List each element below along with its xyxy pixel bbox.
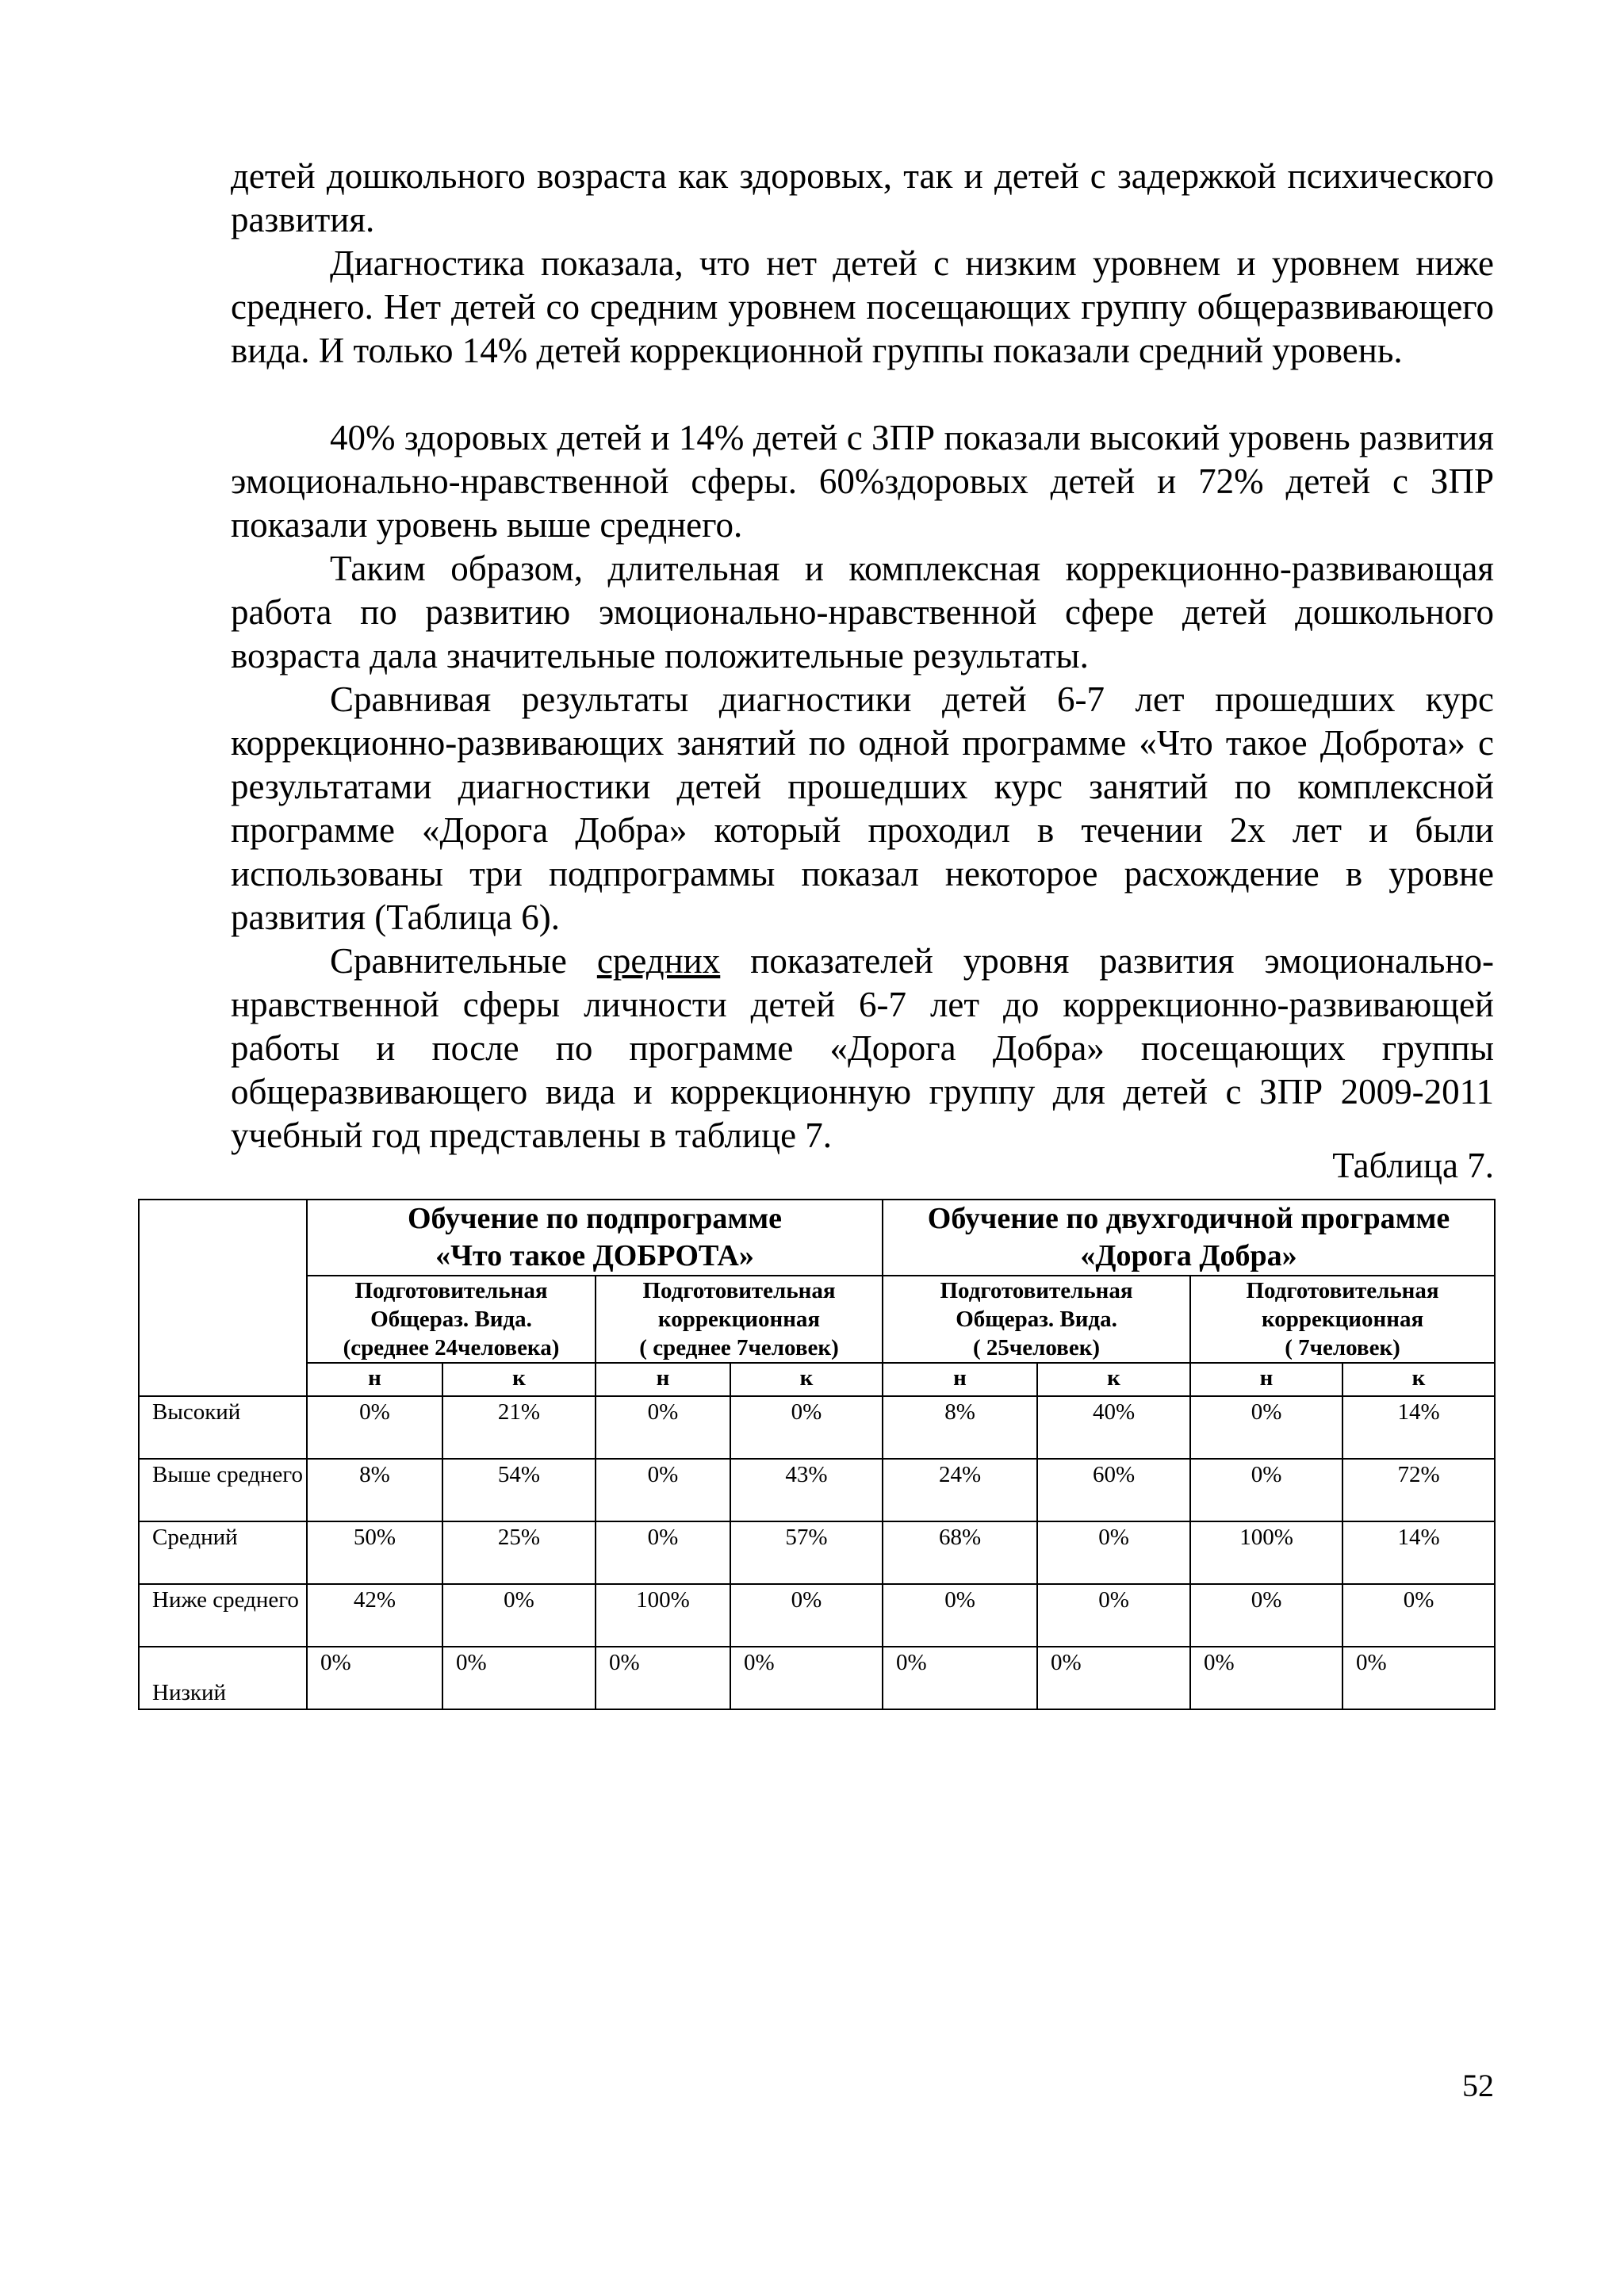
table-cell: 14% xyxy=(1342,1396,1495,1459)
table-cell: 0% xyxy=(442,1647,596,1709)
table-cell: 0% xyxy=(730,1647,883,1709)
table-cell: 0% xyxy=(596,1521,730,1584)
group-header-line: Обучение по двухгодичной программе xyxy=(927,1202,1450,1235)
subgroup-line: коррекционная xyxy=(657,1307,821,1332)
table-cell: 8% xyxy=(307,1459,442,1521)
table-cell: 0% xyxy=(1190,1459,1342,1521)
table-cell: 0% xyxy=(1342,1584,1495,1647)
table-cell: 0% xyxy=(1190,1584,1342,1647)
table-cell: 68% xyxy=(883,1521,1037,1584)
column-header-n: н xyxy=(596,1363,730,1396)
paragraph-5: Сравнивая результаты диагностики детей 6-7 лет прошедших курс коррекционно-развивающих занятий по одной программе «Что такое Доброта» с результатами диагностики детей прошедших курс занятий по комплексной программе «Дорога Добра» который проходил в течении 2х лет и были использованы три подпрограммы показал некоторое расхождение в уровне развития (Таблица 6). xyxy=(231,679,1494,937)
table-cell: 14% xyxy=(1342,1521,1495,1584)
column-header-k: к xyxy=(442,1363,596,1396)
subgroup-line: ( 7человек) xyxy=(1285,1335,1400,1360)
subgroup-header xyxy=(596,1276,883,1363)
subgroup-header xyxy=(1190,1276,1495,1363)
table-cell: 43% xyxy=(730,1459,883,1521)
subgroup-line: Подготовительная xyxy=(1246,1278,1439,1303)
column-header-n: н xyxy=(307,1363,442,1396)
table-cell: 0% xyxy=(1037,1521,1190,1584)
table-cell: 0% xyxy=(730,1396,883,1459)
table-cell: 0% xyxy=(730,1584,883,1647)
subgroup-line: ( среднее 7человек) xyxy=(639,1335,839,1360)
table-cell: 25% xyxy=(442,1521,596,1584)
table-corner-cell xyxy=(139,1200,307,1396)
table-row-average xyxy=(139,1521,1495,1584)
row-label: Низкий xyxy=(139,1647,307,1709)
subgroup-header xyxy=(883,1276,1190,1363)
row-label: Средний xyxy=(139,1521,307,1584)
subgroup-line: Подготовительная xyxy=(940,1278,1133,1303)
subgroup-line: (среднее 24человека) xyxy=(343,1335,560,1360)
column-header-n: н xyxy=(1190,1363,1342,1396)
paragraph-4: Таким образом, длительная и комплексная коррекционно-развивающая работа по развитию эмоционально-нравственной сфере детей дошкольного возраста дала значительные положительные результаты. xyxy=(231,549,1494,675)
table-cell: 0% xyxy=(596,1647,730,1709)
table-header-row-groups xyxy=(139,1200,1495,1276)
column-header-k: к xyxy=(1037,1363,1190,1396)
table-cell: 0% xyxy=(1190,1647,1342,1709)
paragraph-2: Диагностика показала, что нет детей с низким уровнем и уровнем ниже среднего. Нет детей со средним уровнем посещающих группу общеразвивающего вида. И только 14% детей коррекционной группы показали средний уровень. xyxy=(231,243,1494,370)
column-header-k: к xyxy=(730,1363,883,1396)
row-label: Выше среднего xyxy=(139,1459,307,1521)
table-cell: 0% xyxy=(1037,1647,1190,1709)
subgroup-header xyxy=(307,1276,596,1363)
table-row-low xyxy=(139,1647,1495,1709)
table-cell: 72% xyxy=(1342,1459,1495,1521)
table-cell: 0% xyxy=(596,1396,730,1459)
row-label: Высокий xyxy=(139,1396,307,1459)
subgroup-line: Подготовительная xyxy=(354,1278,548,1303)
table-cell: 60% xyxy=(1037,1459,1190,1521)
table-header-row-subgroups xyxy=(139,1276,1495,1363)
table-cell: 21% xyxy=(442,1396,596,1459)
subgroup-line: Подготовительная xyxy=(642,1278,836,1303)
table-cell: 54% xyxy=(442,1459,596,1521)
paragraph-6 xyxy=(231,939,1494,1158)
subgroup-line: ( 25человек) xyxy=(972,1335,1101,1360)
table-cell: 8% xyxy=(883,1396,1037,1459)
table-row-above-average xyxy=(139,1459,1495,1521)
subgroup-line: Общераз. Вида. xyxy=(370,1307,532,1332)
results-table xyxy=(138,1199,1496,1710)
group-header-line: «Дорога Добра» xyxy=(1080,1239,1297,1272)
table-cell: 100% xyxy=(1190,1521,1342,1584)
table-cell: 40% xyxy=(1037,1396,1190,1459)
table-cell: 0% xyxy=(883,1584,1037,1647)
table-cell: 0% xyxy=(442,1584,596,1647)
group-header-doroga-dobra xyxy=(883,1200,1495,1276)
table-cell: 0% xyxy=(1342,1647,1495,1709)
table-row-below-average xyxy=(139,1584,1495,1647)
underlined-word: средних xyxy=(596,941,721,981)
page-number: 52 xyxy=(1462,2068,1494,2103)
table-cell: 24% xyxy=(883,1459,1037,1521)
table-cell: 50% xyxy=(307,1521,442,1584)
column-header-k: к xyxy=(1342,1363,1495,1396)
table-cell: 0% xyxy=(596,1459,730,1521)
table-cell: 57% xyxy=(730,1521,883,1584)
table-cell: 0% xyxy=(307,1396,442,1459)
paragraph-6-rest: показателей уровня развития эмоционально-нравственной сферы личности детей 6-7 лет до коррекционно-развивающей работы и после по программе «Дорога Добра» посещающих группы общеразвивающего вида и коррекционную группу для детей с ЗПР 2009-2011 учебный год представлены в таблице 7. xyxy=(231,941,1494,1155)
table-row-high xyxy=(139,1396,1495,1459)
paragraph-1: детей дошкольного возраста как здоровых, так и детей с задержкой психического развития. xyxy=(231,156,1494,239)
row-label: Ниже среднего xyxy=(139,1584,307,1647)
column-header-n: н xyxy=(883,1363,1037,1396)
subgroup-line: Общераз. Вида. xyxy=(956,1307,1117,1332)
table-header-row-nk xyxy=(139,1363,1495,1396)
paragraph-6-start: Сравнительные xyxy=(330,941,597,981)
group-header-dobrota xyxy=(307,1200,883,1276)
table-cell: 100% xyxy=(596,1584,730,1647)
table-cell: 0% xyxy=(1037,1584,1190,1647)
subgroup-line: коррекционная xyxy=(1261,1307,1424,1332)
paragraph-3: 40% здоровых детей и 14% детей с ЗПР показали высокий уровень развития эмоционально-нравственной сферы. 60%здоровых детей и 72% детей с ЗПР показали уровень выше среднего. xyxy=(231,418,1494,545)
group-header-line: «Что такое ДОБРОТА» xyxy=(435,1239,754,1272)
table-cell: 0% xyxy=(883,1647,1037,1709)
table-cell: 0% xyxy=(307,1647,442,1709)
table-cell: 0% xyxy=(1190,1396,1342,1459)
table-cell: 42% xyxy=(307,1584,442,1647)
table-caption: Таблица 7. xyxy=(1332,1146,1494,1185)
group-header-line: Обучение по подпрограмме xyxy=(408,1202,783,1235)
